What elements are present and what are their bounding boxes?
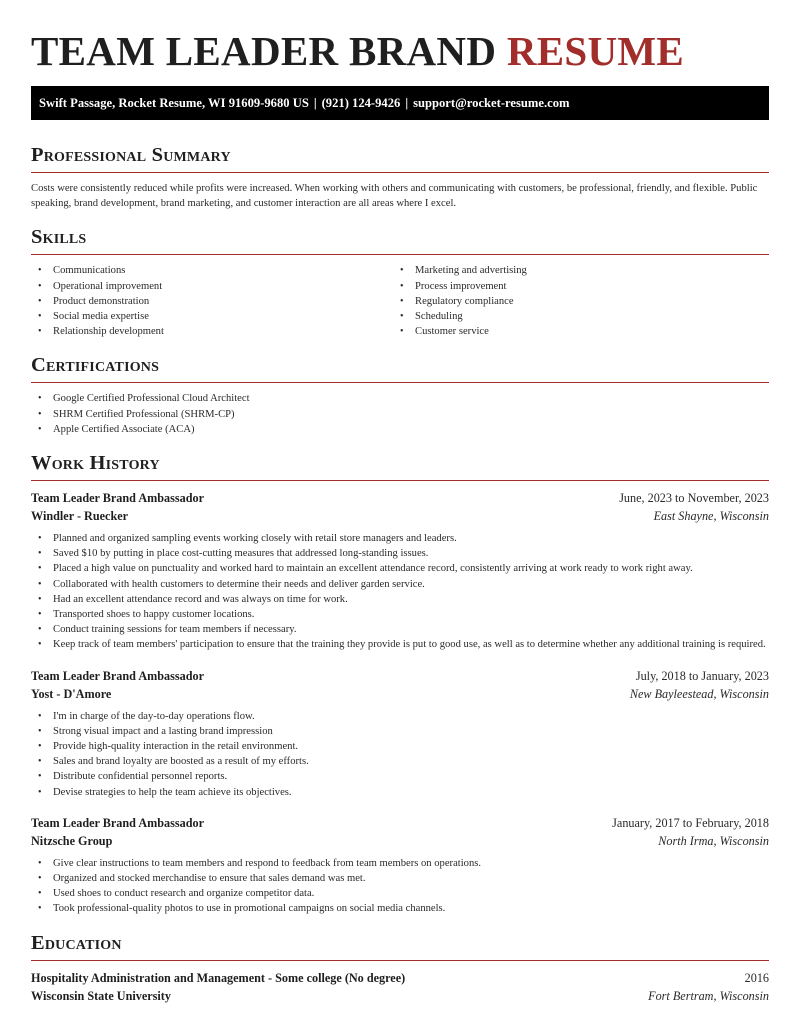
education-school-row	[31, 987, 769, 1005]
job-duties	[31, 531, 769, 653]
education-entry	[31, 969, 769, 1005]
duty-item: • Used shoes to conduct research and organize competitor data.	[31, 886, 769, 901]
job-header-row	[31, 489, 769, 507]
certification-item: • SHRM Certified Professional (SHRM-CP)	[31, 407, 769, 422]
job-duties	[31, 709, 769, 800]
duty-item: • Saved $10 by putting in place cost-cutting measures that addressed long-standing issues.	[31, 546, 769, 561]
contact-address: Swift Passage, Rocket Resume, WI 91609-9680 US	[39, 96, 309, 110]
skill-item: • Product demonstration	[31, 294, 393, 309]
duty-item: • Had an excellent attendance record and was always on time for work.	[31, 592, 769, 607]
job-location: East Shayne, Wisconsin	[653, 509, 769, 524]
contact-bar	[31, 86, 769, 120]
job-duties	[31, 856, 769, 917]
skills-list	[31, 263, 769, 339]
duty-item: • Devise strategies to help the team achieve its objectives.	[31, 785, 769, 800]
job-entry	[31, 489, 769, 653]
duty-item: • Conduct training sessions for team members if necessary.	[31, 622, 769, 637]
duty-item: • I'm in charge of the day-to-day operations flow.	[31, 709, 769, 724]
duty-item: • Provide high-quality interaction in the retail environment.	[31, 739, 769, 754]
education-heading: Education	[31, 930, 769, 961]
skill-item: • Marketing and advertising	[393, 263, 527, 278]
duty-item: • Transported shoes to happy customer locations.	[31, 607, 769, 622]
duty-item: • Planned and organized sampling events working closely with retail store managers and leaders.	[31, 531, 769, 546]
job-title: Team Leader Brand Ambassador	[31, 491, 205, 506]
job-title: Team Leader Brand Ambassador	[31, 815, 205, 830]
contact-email: support@rocket-resume.com	[413, 96, 570, 110]
education-header-row	[31, 969, 769, 987]
duty-item: • Placed a high value on punctuality and worked hard to maintain an excellent attendance record, consistently arriving at work ready to work right away.	[31, 561, 769, 576]
certification-item: • Apple Certified Associate (ACA)	[31, 422, 769, 437]
job-dates: July, 2018 to January, 2023	[635, 668, 769, 683]
skill-item: • Operational improvement	[31, 279, 393, 294]
job-title: Team Leader Brand Ambassador	[31, 668, 205, 683]
job-company-row	[31, 685, 769, 703]
contact-separator: |	[405, 96, 409, 110]
work-history-heading: Work History	[31, 450, 769, 481]
contact-separator: |	[313, 96, 317, 110]
job-dates: June, 2023 to November, 2023	[619, 491, 769, 506]
resume-title	[31, 0, 769, 73]
title-main: TEAM LEADER BRAND	[31, 28, 497, 74]
skills-heading: Skills	[31, 224, 769, 255]
job-header-row	[31, 667, 769, 685]
job-location: North Irma, Wisconsin	[658, 833, 769, 848]
duty-item: • Took professional-quality photos to use in promotional campaigns on social media channels.	[31, 901, 769, 916]
duty-item: • Organized and stocked merchandise to ensure that sales demand was met.	[31, 871, 769, 886]
education-degree: Hospitality Administration and Management - Some college (No degree)	[31, 970, 406, 985]
title-accent: RESUME	[506, 28, 685, 74]
certifications-list	[31, 391, 769, 437]
job-company-row	[31, 507, 769, 525]
job-entry	[31, 814, 769, 917]
job-company: Yost - D'Amore	[31, 686, 112, 701]
duty-item: • Collaborated with health customers to determine their needs and deliver garden service.	[31, 577, 769, 592]
certifications-heading: Certifications	[31, 352, 769, 383]
summary-text: Costs were consistently reduced while profits were increased. When working with others and communicating with customers, be professional, friendly, and flexible. Public speaking, brand development, brand marketing, and customer interaction are all areas where I excel.	[31, 183, 758, 210]
job-dates: January, 2017 to February, 2018	[612, 815, 769, 830]
job-entry	[31, 667, 769, 800]
skill-item: • Process improvement	[393, 279, 527, 294]
skill-item: • Regulatory compliance	[393, 294, 527, 309]
duty-item: • Sales and brand loyalty are boosted as a result of my efforts.	[31, 754, 769, 769]
skill-item: • Scheduling	[393, 309, 527, 324]
skills-column-right	[393, 263, 527, 339]
job-location: New Bayleestead, Wisconsin	[629, 686, 769, 701]
skill-item: • Social media expertise	[31, 309, 393, 324]
duty-item: • Strong visual impact and a lasting brand impression	[31, 724, 769, 739]
skills-column-left	[31, 263, 393, 339]
duty-item: • Distribute confidential personnel reports.	[31, 769, 769, 784]
skill-item: • Customer service	[393, 324, 527, 339]
job-company: Windler - Ruecker	[31, 509, 129, 524]
education-school: Wisconsin State University	[31, 988, 171, 1003]
contact-phone: (921) 124-9426	[321, 96, 401, 110]
skill-item: • Communications	[31, 263, 393, 278]
education-location: Fort Bertram, Wisconsin	[648, 988, 769, 1003]
duty-item: • Give clear instructions to team members and respond to feedback from team members on operations.	[31, 856, 769, 871]
job-company-row	[31, 832, 769, 850]
duty-item: • Keep track of team members' participation to ensure that the training they provide is put to good use, as well as to determine whether any additional training is required.	[31, 637, 769, 652]
certification-item: • Google Certified Professional Cloud Architect	[31, 391, 769, 406]
skill-item: • Relationship development	[31, 324, 393, 339]
summary-heading: Professional Summary	[31, 142, 769, 173]
job-company: Nitzsche Group	[31, 833, 113, 848]
education-year: 2016	[744, 970, 769, 985]
job-header-row	[31, 814, 769, 832]
